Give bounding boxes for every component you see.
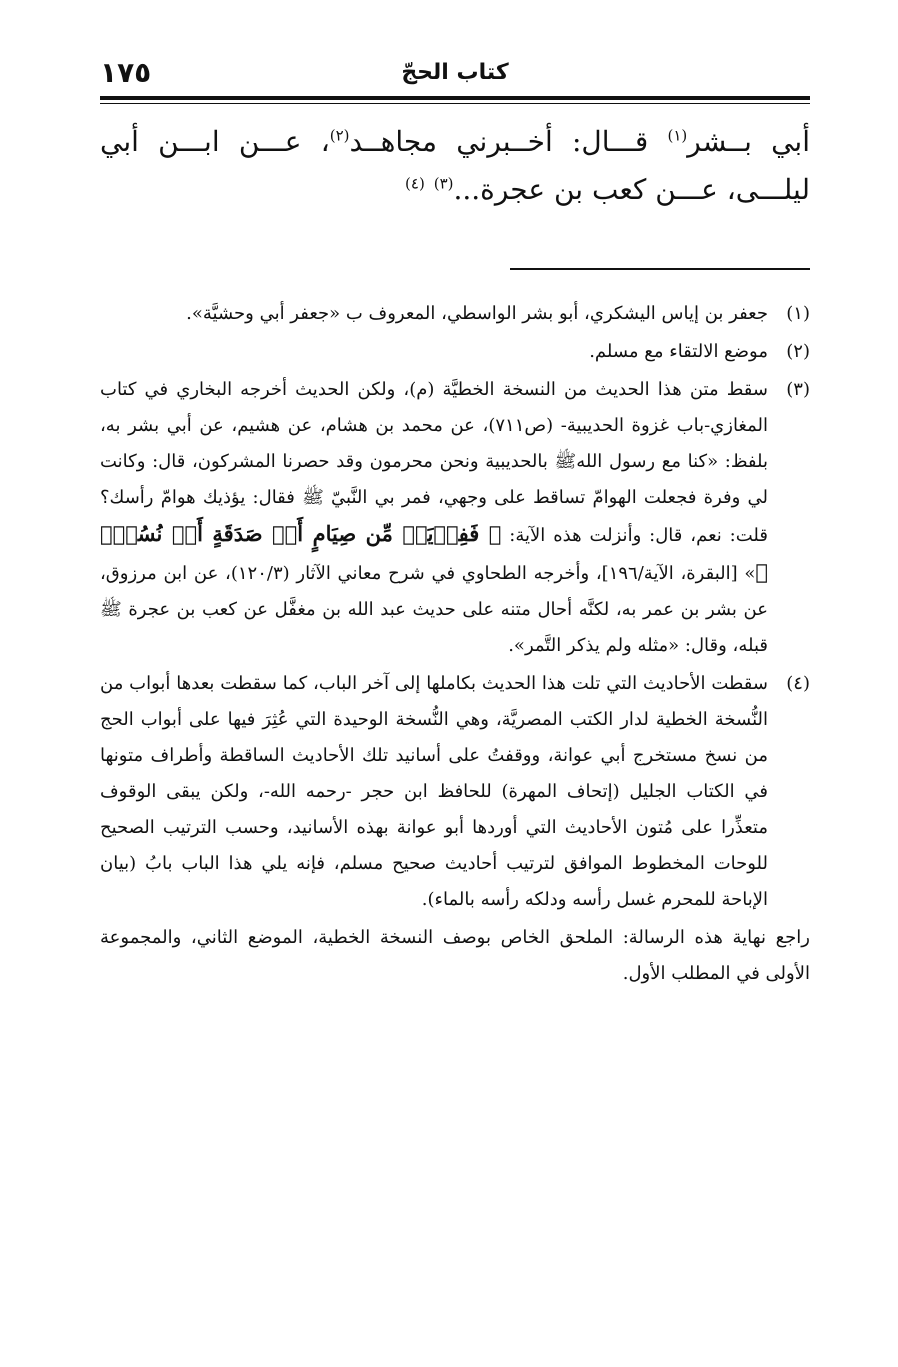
main-text-part-1: أبي بــشر xyxy=(687,125,811,158)
footnote-text: جعفر بن إياس اليشكري، أبو بشر الواسطي، المعروف ب «جعفر أبي وحشيَّة». xyxy=(186,303,768,324)
footnote-4 xyxy=(100,666,810,918)
footnote-3 xyxy=(100,372,810,664)
main-text xyxy=(100,118,810,214)
footnote-number: (٣) xyxy=(786,379,810,400)
header-rule-thin xyxy=(100,103,810,104)
main-text-part-3: ، عـــن ابـــن أبي ليلـــى، عـــن كعب بن عجرة... xyxy=(100,125,810,206)
running-title: كتاب الحجّ xyxy=(401,60,509,85)
header-rule-thick xyxy=(100,96,810,100)
footnotes xyxy=(100,296,810,992)
footnote-ref-3: (٣) xyxy=(433,174,454,193)
footnote-separator xyxy=(510,268,810,270)
document-page xyxy=(100,56,810,992)
footnote-ref-4: (٤) xyxy=(405,174,425,193)
footnote-number: (١) xyxy=(786,303,810,324)
footnote-text: سقط متن هذا الحديث من النسخة الخطيَّة (م)، ولكن الحديث أخرجه البخاري في كتاب المغازي-باب غزوة الحديبية- (ص٧١١)، عن محمد بن هشام، عن هشيم، عن أبي بشر به، بلفظ: «كنا مع رسول اللهﷺ بالحديبية ونحن محرمون وقد حصرنا المشركون، قال: وكانت لي وفرة فجعلت الهوامّ تساقط على وجهي، فمر بي النَّبيّ ﷺ فقال: يؤذيك هوامّ رأسك؟ قلت: نعم، قال: وأنزلت هذه الآية: xyxy=(100,379,769,546)
footnote-2 xyxy=(100,334,810,370)
footnote-closing-note: راجع نهاية هذه الرسالة: الملحق الخاص بوصف النسخة الخطية، الموضع الثاني، والمجموعة الأولى في المطلب الأول. xyxy=(100,927,811,984)
quran-verse: ﴿ فَفِدۡيَةٞ مِّن صِيَامٍ أَوۡ صَدَقَةٍ أَوۡ نُسُكٖۚ ﴾ xyxy=(100,521,769,584)
footnote-ref-2: (٢) xyxy=(329,126,350,145)
footnote-number: (٤) xyxy=(786,673,810,694)
footnote-number: (٢) xyxy=(786,341,810,362)
footnote-ref-1: (١) xyxy=(667,126,688,145)
page-number: ١٧٥ xyxy=(100,56,152,89)
footnote-text: موضع الالتقاء مع مسلم. xyxy=(589,341,768,362)
footnote-text: سقطت الأحاديث التي تلت هذا الحديث بكاملها إلى آخر الباب، كما سقطت بعدها أبواب من النُّسخة الخطية لدار الكتب المصريَّة، وهي النُّسخة الوحيدة التي عُثِرَ فيها على أبواب الحج من نسخ مستخرج أبي عوانة، ووقفتُ على أسانيد تلك الأحاديث الساقطة وأطراف متونها في الكتاب الجليل (إتحاف المهرة) للحافظ ابن حجر -رحمه الله-، ولكن يبقى الوقوف متعذِّرا على مُتون الأحاديث التي أوردها أبو عوانة بهذه الأسانيد، وحسب الترتيب الصحيح للوحات المخطوط الموافق لترتيب أحاديث صحيح مسلم، فإنه يلي هذا الباب بابُ (بيان الإباحة للمحرم غسل رأسه ودلكه رأسه بالماء). xyxy=(100,673,768,910)
main-text-part-2: قـــال: أخــبرني مجاهــد xyxy=(349,125,668,158)
footnote-text-continued: » [البقرة، الآية/١٩٦]، وأخرجه الطحاوي في شرح معاني الآثار (١٢٠/٣)، عن ابن مرزوق، عن بشر بن عمر به، لكنَّه أحال متنه على حديث عبد الله بن مغفَّل عن كعب بن عجرة ﷺ قبله، وقال: «مثله ولم يذكر التَّمر». xyxy=(100,563,768,656)
footnote-1 xyxy=(100,296,810,332)
page-header xyxy=(100,56,810,92)
